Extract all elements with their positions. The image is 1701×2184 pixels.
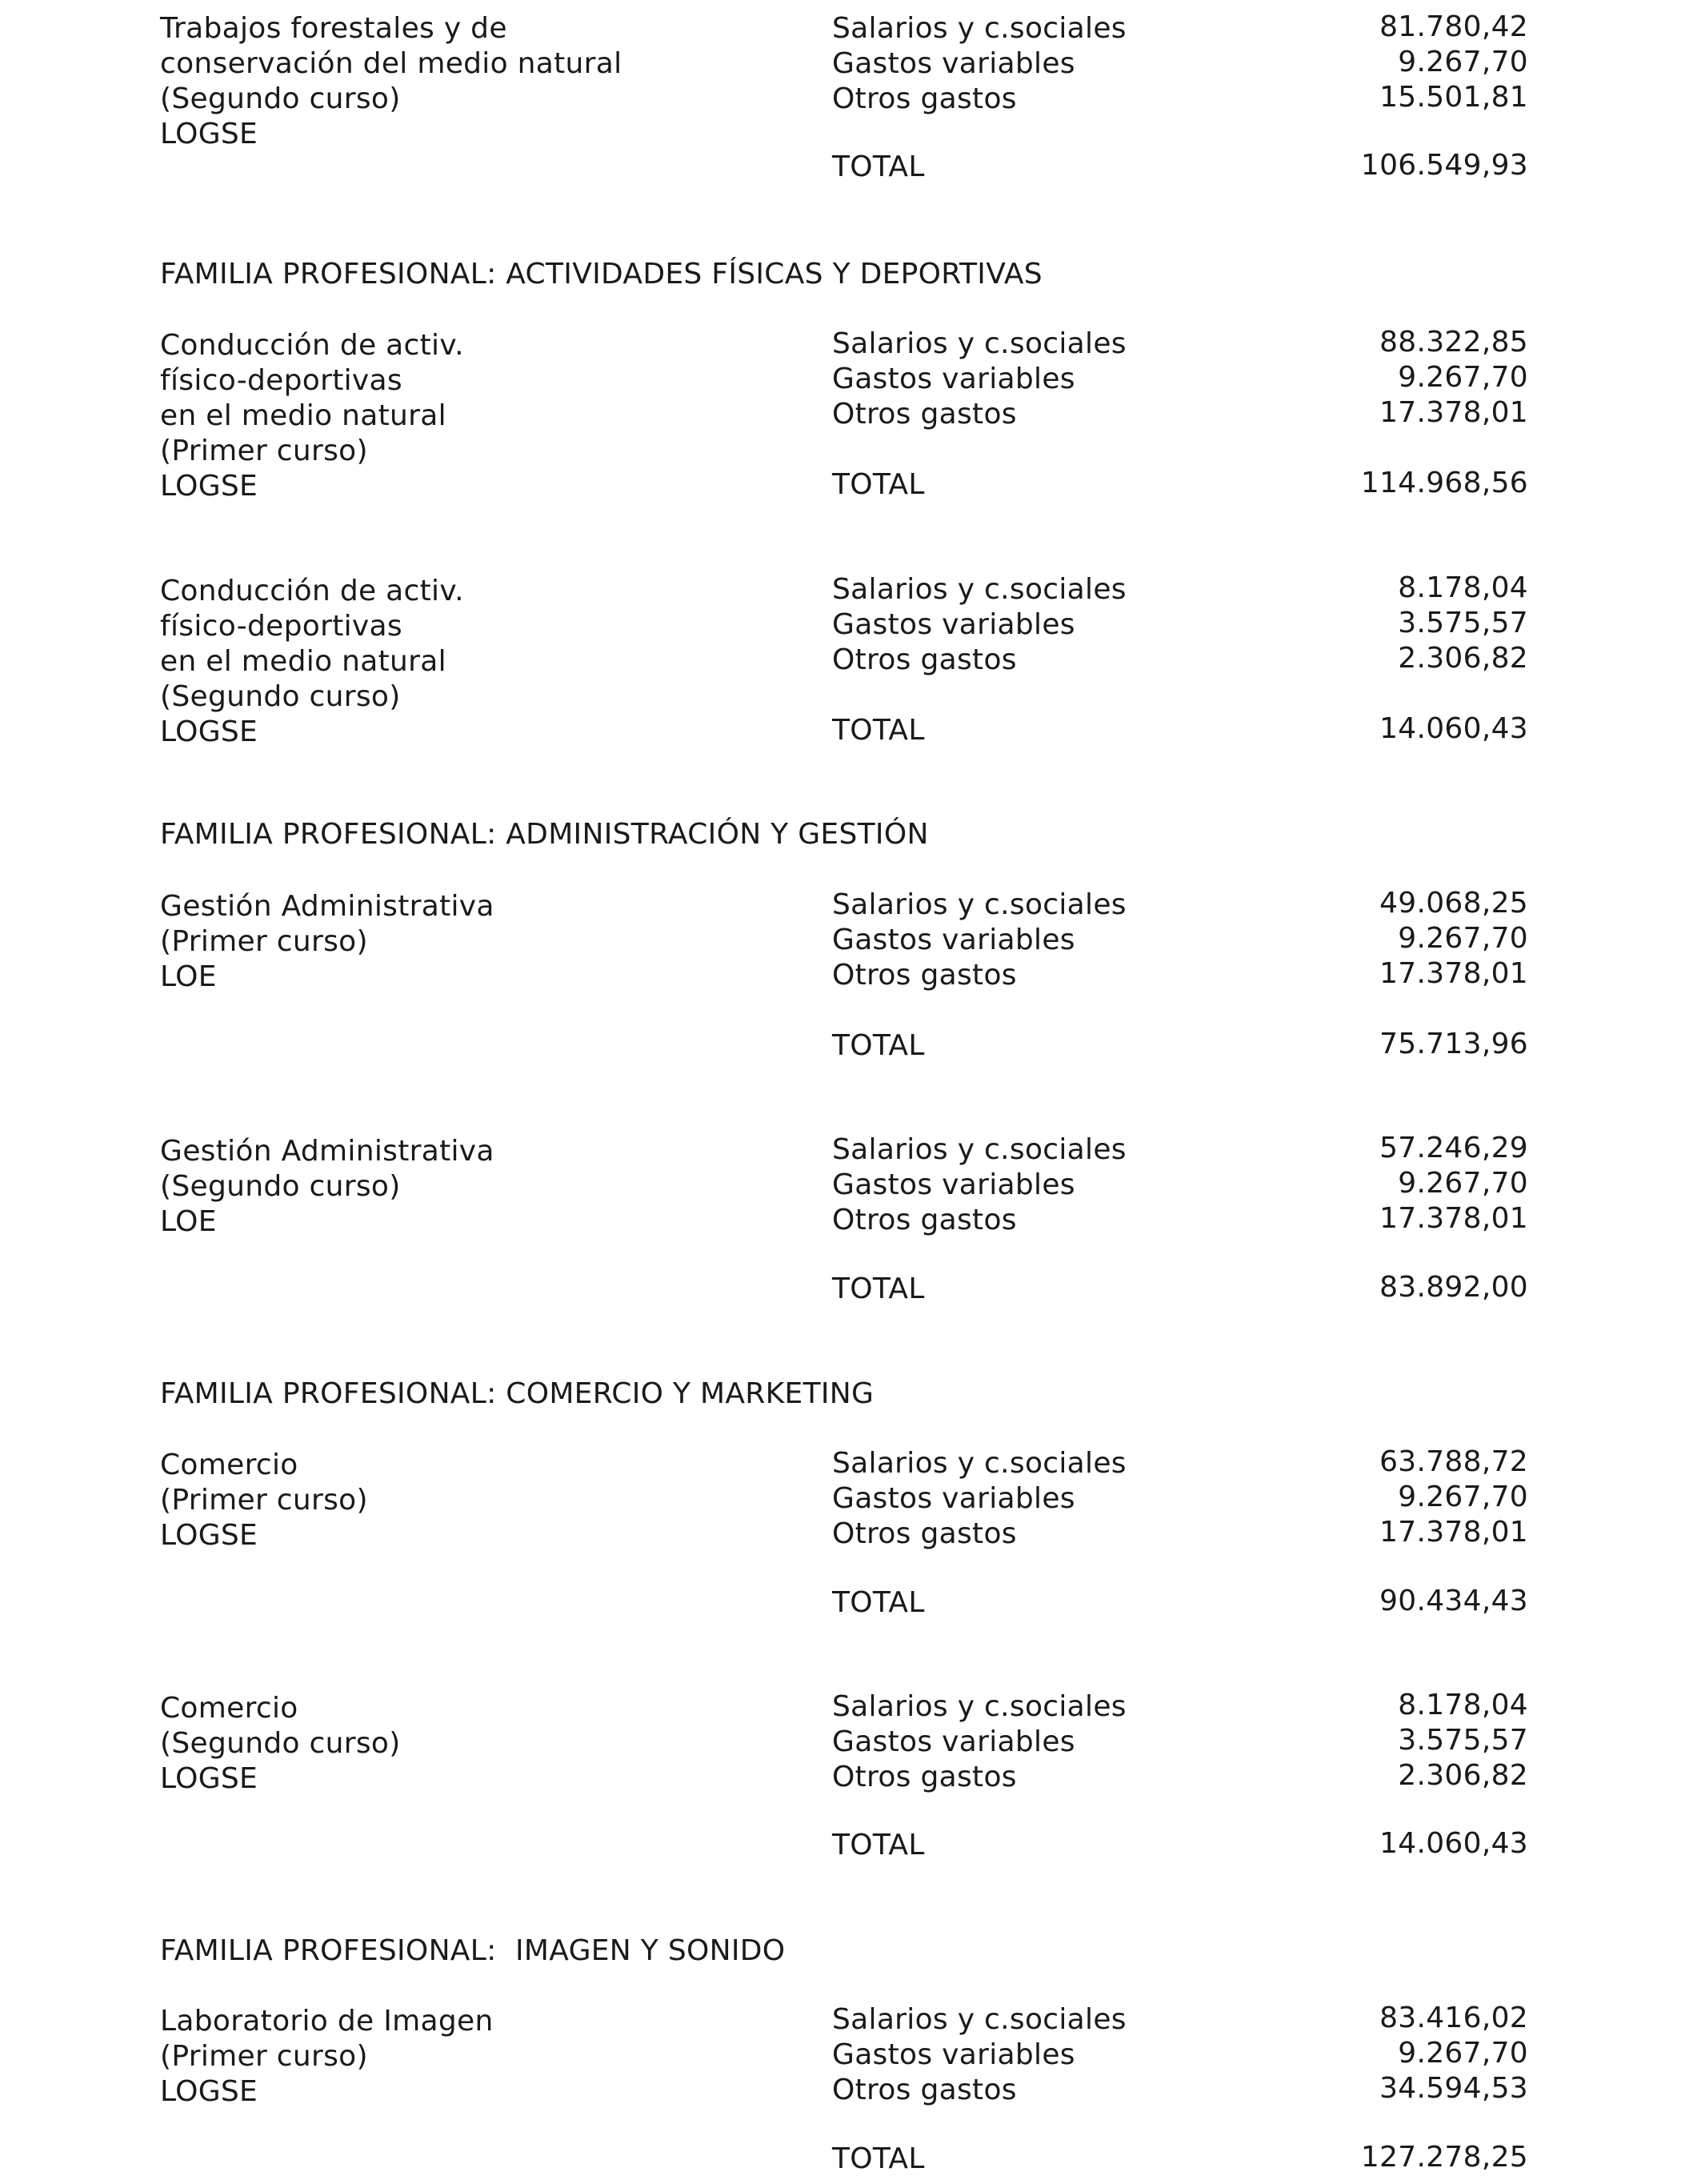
cost-label-salarios: Salarios y c.sociales	[832, 573, 1127, 606]
total-label: TOTAL	[832, 714, 925, 747]
cost-amount-salarios: 88.322,85	[1379, 326, 1528, 359]
course-year: (Segundo curso)	[160, 1727, 401, 1760]
course-name-line: Comercio	[160, 1692, 298, 1725]
cost-amount-otros-gastos: 34.594,53	[1379, 2072, 1528, 2105]
cost-label-salarios: Salarios y c.sociales	[832, 2003, 1127, 2036]
cost-amount-gastos-variables: 3.575,57	[1398, 1724, 1528, 1757]
course-name-line: físico-deportivas	[160, 610, 402, 643]
course-law: LOE	[160, 1205, 217, 1238]
course-law: LOE	[160, 960, 217, 993]
total-label: TOTAL	[832, 150, 925, 183]
course-year: (Primer curso)	[160, 435, 368, 467]
cost-amount-otros-gastos: 17.378,01	[1379, 957, 1528, 990]
cost-label-otros-gastos: Otros gastos	[832, 82, 1017, 115]
course-name-line: en el medio natural	[160, 399, 446, 432]
cost-amount-gastos-variables: 9.267,70	[1398, 2037, 1528, 2070]
course-name-line: Conducción de activ.	[160, 329, 464, 362]
cost-label-otros-gastos: Otros gastos	[832, 2074, 1017, 2106]
course-law: LOGSE	[160, 118, 258, 150]
cost-amount-gastos-variables: 9.267,70	[1398, 361, 1528, 394]
total-amount: 14.060,43	[1379, 712, 1528, 745]
course-name-line: Laboratorio de Imagen	[160, 2005, 494, 2038]
cost-amount-otros-gastos: 17.378,01	[1379, 1516, 1528, 1549]
course-year: (Primer curso)	[160, 925, 368, 958]
course-year: (Primer curso)	[160, 1484, 368, 1517]
cost-label-otros-gastos: Otros gastos	[832, 1761, 1017, 1793]
cost-amount-gastos-variables: 3.575,57	[1398, 607, 1528, 639]
family-heading: FAMILIA PROFESIONAL: IMAGEN Y SONIDO	[160, 1934, 786, 1967]
cost-label-otros-gastos: Otros gastos	[832, 1517, 1017, 1550]
cost-amount-gastos-variables: 9.267,70	[1398, 1167, 1528, 1200]
course-name-line: Gestión Administrativa	[160, 890, 494, 923]
cost-amount-gastos-variables: 9.267,70	[1398, 922, 1528, 955]
total-label: TOTAL	[832, 468, 925, 501]
total-label: TOTAL	[832, 1029, 925, 1062]
cost-amount-otros-gastos: 2.306,82	[1398, 1759, 1528, 1792]
course-law: LOGSE	[160, 470, 258, 503]
total-amount: 14.060,43	[1379, 1827, 1528, 1860]
cost-label-salarios: Salarios y c.sociales	[832, 1690, 1127, 1723]
cost-amount-salarios: 81.780,42	[1379, 10, 1528, 43]
cost-label-gastos-variables: Gastos variables	[832, 47, 1075, 80]
total-amount: 127.278,25	[1360, 2141, 1528, 2174]
cost-label-gastos-variables: Gastos variables	[832, 2038, 1075, 2071]
course-law: LOGSE	[160, 2075, 258, 2108]
course-name-line: conservación del medio natural	[160, 47, 622, 80]
cost-label-gastos-variables: Gastos variables	[832, 1725, 1075, 1758]
cost-label-gastos-variables: Gastos variables	[832, 1168, 1075, 1201]
course-year: (Segundo curso)	[160, 1170, 401, 1203]
course-name-line: Comercio	[160, 1449, 298, 1481]
cost-label-gastos-variables: Gastos variables	[832, 924, 1075, 956]
cost-label-otros-gastos: Otros gastos	[832, 398, 1017, 431]
cost-amount-salarios: 83.416,02	[1379, 2002, 1528, 2034]
course-name-line: Trabajos forestales y de	[160, 12, 507, 45]
course-year: (Segundo curso)	[160, 82, 401, 115]
family-heading: FAMILIA PROFESIONAL: COMERCIO Y MARKETING	[160, 1377, 875, 1410]
cost-label-gastos-variables: Gastos variables	[832, 1482, 1075, 1515]
cost-label-otros-gastos: Otros gastos	[832, 643, 1017, 676]
cost-label-salarios: Salarios y c.sociales	[832, 888, 1127, 921]
cost-amount-otros-gastos: 17.378,01	[1379, 396, 1528, 429]
cost-amount-gastos-variables: 9.267,70	[1398, 46, 1528, 78]
total-label: TOTAL	[832, 1272, 925, 1305]
course-name-line: físico-deportivas	[160, 364, 402, 397]
cost-amount-otros-gastos: 2.306,82	[1398, 642, 1528, 675]
total-amount: 75.713,96	[1379, 1028, 1528, 1060]
cost-label-gastos-variables: Gastos variables	[832, 363, 1075, 395]
course-law: LOGSE	[160, 1519, 258, 1552]
total-amount: 114.968,56	[1360, 467, 1528, 499]
family-heading: FAMILIA PROFESIONAL: ADMINISTRACIÓN Y GESTIÓN	[160, 818, 929, 851]
cost-amount-salarios: 63.788,72	[1379, 1445, 1528, 1478]
cost-label-salarios: Salarios y c.sociales	[832, 1447, 1127, 1480]
total-label: TOTAL	[832, 1829, 925, 1861]
course-name-line: Conducción de activ.	[160, 575, 464, 607]
total-label: TOTAL	[832, 1586, 925, 1619]
course-law: LOGSE	[160, 1762, 258, 1795]
total-amount: 83.892,00	[1379, 1271, 1528, 1304]
cost-amount-salarios: 49.068,25	[1379, 887, 1528, 920]
cost-label-salarios: Salarios y c.sociales	[832, 12, 1127, 45]
total-amount: 106.549,93	[1360, 149, 1528, 182]
cost-amount-salarios: 8.178,04	[1398, 571, 1528, 604]
family-heading: FAMILIA PROFESIONAL: ACTIVIDADES FÍSICAS Y DEPORTIVAS	[160, 258, 1043, 291]
cost-label-salarios: Salarios y c.sociales	[832, 327, 1127, 360]
total-amount: 90.434,43	[1379, 1585, 1528, 1617]
total-label: TOTAL	[832, 2142, 925, 2175]
cost-label-gastos-variables: Gastos variables	[832, 608, 1075, 641]
cost-label-salarios: Salarios y c.sociales	[832, 1133, 1127, 1166]
cost-amount-salarios: 57.246,29	[1379, 1132, 1528, 1164]
course-name-line: en el medio natural	[160, 645, 446, 678]
cost-amount-gastos-variables: 9.267,70	[1398, 1481, 1528, 1513]
course-name-line: Gestión Administrativa	[160, 1135, 494, 1168]
cost-amount-salarios: 8.178,04	[1398, 1689, 1528, 1721]
course-law: LOGSE	[160, 715, 258, 748]
cost-amount-otros-gastos: 17.378,01	[1379, 1202, 1528, 1235]
course-year: (Primer curso)	[160, 2040, 368, 2073]
cost-label-otros-gastos: Otros gastos	[832, 1204, 1017, 1236]
cost-amount-otros-gastos: 15.501,81	[1379, 81, 1528, 114]
cost-label-otros-gastos: Otros gastos	[832, 959, 1017, 992]
course-year: (Segundo curso)	[160, 680, 401, 713]
